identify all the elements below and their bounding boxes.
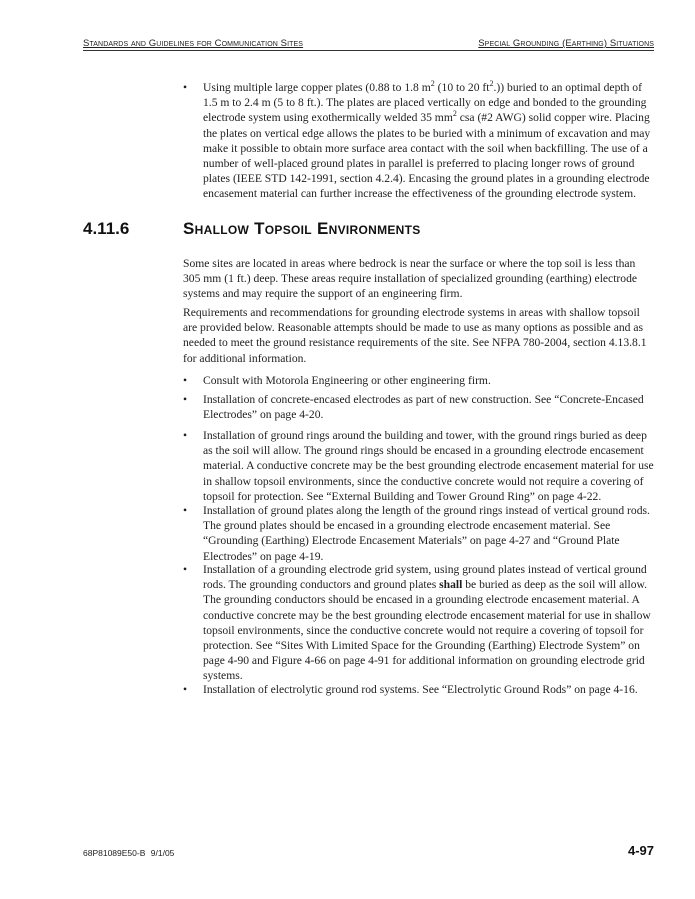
emphasis-shall: shall: [439, 578, 463, 592]
running-header-right: Special Grounding (Earthing) Situations: [478, 38, 654, 49]
bullet-text: Consult with Motorola Engineering or other engineering firm.: [203, 374, 491, 387]
bullet-marker: •: [183, 81, 188, 94]
paragraph-intro: Some sites are located in areas where bedrock is near the surface or where the top soil is less than 305 mm (1 ft.) deep. These areas require installation of specialized grounding (earthing) electrode systems and may require the support of an engineering firm.: [183, 257, 638, 301]
bullet-item: [183, 392, 655, 422]
bullet-text: Installation of a grounding electrode grid system, using ground plates instead of vertical ground rods. The grounding conductors and ground plates shall be buried as deep as the soil will allow. The grounding conductors should be encased in a grounding electrode encasement material. A conductive concrete may be the best grounding electrode encasement material for use in shallow topsoil environments, since the conductive concrete would not require a covering of topsoil for protection. See “Sites With Limited Space for the Grounding (Earthing) Electrode System” on page 4-90 and Figure 4-66 on page 4-91 for additional information on grounding electrode grid systems.: [203, 563, 651, 683]
bullet-text: Installation of ground rings around the building and tower, with the ground rings buried as deep as the soil will allow. The ground rings should be encased in a grounding electrode encasement material. A conductive concrete may be the best grounding electrode encasement material for use in shallow topsoil environments, since the conductive concrete would not require a covering of topsoil for protection. See “External Building and Tower Ground Ring” on page 4-22.: [203, 429, 654, 503]
bullet-text: Installation of concrete-encased electrodes as part of new construction. See “Concrete-Encased Electrodes” on page 4-20.: [203, 393, 644, 422]
bullet-item: [183, 428, 655, 504]
bullet-marker: •: [183, 504, 188, 517]
bullet-marker: •: [183, 393, 188, 406]
section-number: 4.11.6: [83, 219, 130, 238]
bullet-marker: •: [183, 374, 188, 387]
header-rule: [83, 50, 654, 51]
bullet-item: [183, 503, 655, 564]
footer-doc-id: 68P81089E50-B: [83, 848, 146, 858]
footer-date: 9/1/05: [150, 848, 175, 858]
intro-bullet-text: Using multiple large copper plates (0.88 to 1.8 $m^2$ (10 to 20 $ft^2$.)) buried to an optimal depth of 1.5 m to 2.4 m (5 to 8 ft.). The plates are placed vertically on edge and bonded to the grounding electrode system using exothermically welded 35 $mm^2$ csa (#2 AWG) solid copper wire. Placing the plates on vertical edge allows the plates to be buried with a minimum of excavation and may make it possible to obtain more surface area contact with the soil when backfilling. The use of a number of well-placed ground plates in parallel is preferred to placing longer rows of ground plates (IEEE STD 142-1991, section 4.2.4). Encasing the ground plates in a grounding electrode encasement material can further increase the effectiveness of the grounding electrode system.: [203, 79, 651, 201]
bullet-marker: •: [183, 563, 188, 576]
bullet-marker: •: [183, 683, 188, 696]
bullet-text: Installation of ground plates along the length of the ground rings instead of vertical ground rods. The ground plates should be encased in a grounding electrode encasement material. See “Grounding (Earthing) Electrode Encasement Materials” on page 4-27 and “Ground Plate Electrodes” on page 4-19.: [203, 504, 650, 563]
page-number: 4-97: [627, 843, 654, 858]
paragraph-requirements: Requirements and recommendations for grounding electrode systems in areas with shallow topsoil are provided below. Reasonable attempts should be made to use as many options as possible and as needed to meet the ground resistance requirements of the site. See NFPA 780-2004, section 4.13.8.1 for additional information.: [183, 306, 647, 365]
bullet-marker: •: [183, 429, 188, 442]
intro-bullet: [183, 80, 655, 202]
running-header-left: Standards and Guidelines for Communication Sites: [83, 38, 304, 49]
section-title: Shallow Topsoil Environments: [183, 219, 421, 238]
bullet-item: [183, 682, 655, 697]
bullet-item-grid: [183, 562, 655, 684]
footer-doc-info: [83, 848, 174, 858]
bullet-text: Installation of electrolytic ground rod systems. See “Electrolytic Ground Rods” on page 4-16.: [203, 683, 638, 696]
bullet-item: [183, 373, 655, 388]
